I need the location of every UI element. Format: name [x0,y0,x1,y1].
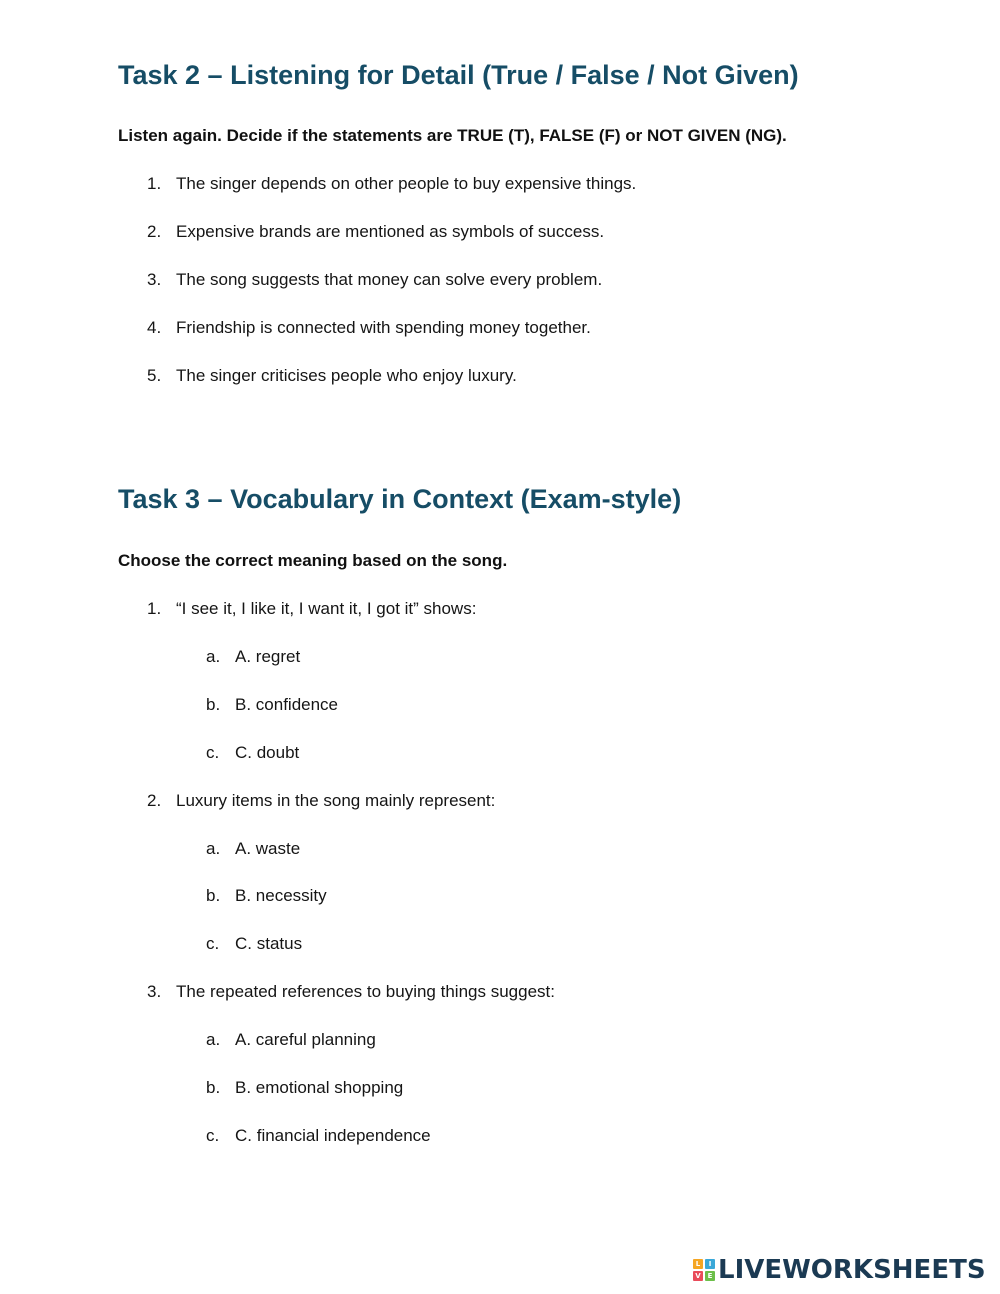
option-letter: c. [206,934,220,953]
statement-number: 3. [147,270,162,289]
option-3a [206,1029,376,1051]
option-3c [206,1125,431,1147]
question-text: Luxury items in the song mainly represent: [176,791,496,810]
question-number: 3. [147,982,162,1001]
option-letter: a. [206,839,221,858]
question-2 [147,790,495,812]
question-number: 2. [147,791,162,810]
statement-5 [147,365,517,387]
statement-number: 2. [147,222,162,241]
option-letter: a. [206,1030,221,1049]
question-1 [147,598,476,620]
statement-number: 1. [147,174,162,193]
statement-number: 4. [147,318,162,337]
option-1c [206,742,299,764]
task3-instruction: Choose the correct meaning based on the song. [118,551,508,570]
option-text: C. status [235,934,303,953]
statement-number: 5. [147,366,162,385]
option-letter: b. [206,886,221,905]
logo-square-l: L [693,1259,703,1269]
option-1b [206,694,338,716]
option-letter: b. [206,1078,221,1097]
logo-square-i: I [705,1259,715,1269]
statement-3 [147,269,602,291]
option-letter: c. [206,1126,220,1145]
liveworksheets-logo[interactable] [693,1255,986,1285]
statement-text: The singer criticises people who enjoy luxury. [176,366,517,385]
option-text: A. careful planning [235,1030,376,1049]
statement-text: The song suggests that money can solve every problem. [176,270,603,289]
option-text: B. confidence [235,695,339,714]
option-3b [206,1077,403,1099]
statement-text: Friendship is connected with spending money together. [176,318,591,337]
question-text: The repeated references to buying things suggest: [176,982,555,1001]
statement-text: Expensive brands are mentioned as symbols of success. [176,222,605,241]
logo-square-e: E [705,1271,715,1281]
logo-text: LIVEWORKSHEETS [718,1255,986,1285]
option-text: A. regret [235,647,301,666]
task3-title: Task 3 – Vocabulary in Context (Exam-style) [118,484,682,514]
statement-2 [147,221,604,243]
question-3 [147,981,555,1003]
task2-title: Task 2 – Listening for Detail (True / False / Not Given) [118,60,799,90]
logo-square-v: V [693,1271,703,1281]
option-letter: b. [206,695,221,714]
option-1a [206,646,300,668]
option-2b [206,885,327,907]
statement-text: The singer depends on other people to buy expensive things. [176,174,637,193]
option-text: C. financial independence [235,1126,431,1145]
option-letter: a. [206,647,221,666]
question-text: “I see it, I like it, I want it, I got it” shows: [176,599,477,618]
option-text: B. necessity [235,886,327,905]
statement-1 [147,173,636,195]
question-number: 1. [147,599,162,618]
option-text: B. emotional shopping [235,1078,404,1097]
liveworksheets-logo-icon [693,1259,715,1281]
statement-4 [147,317,591,339]
option-2c [206,933,302,955]
option-2a [206,838,300,860]
task2-instruction: Listen again. Decide if the statements are TRUE (T), FALSE (F) or NOT GIVEN (NG). [118,126,787,145]
option-letter: c. [206,743,220,762]
option-text: A. waste [235,839,301,858]
option-text: C. doubt [235,743,300,762]
